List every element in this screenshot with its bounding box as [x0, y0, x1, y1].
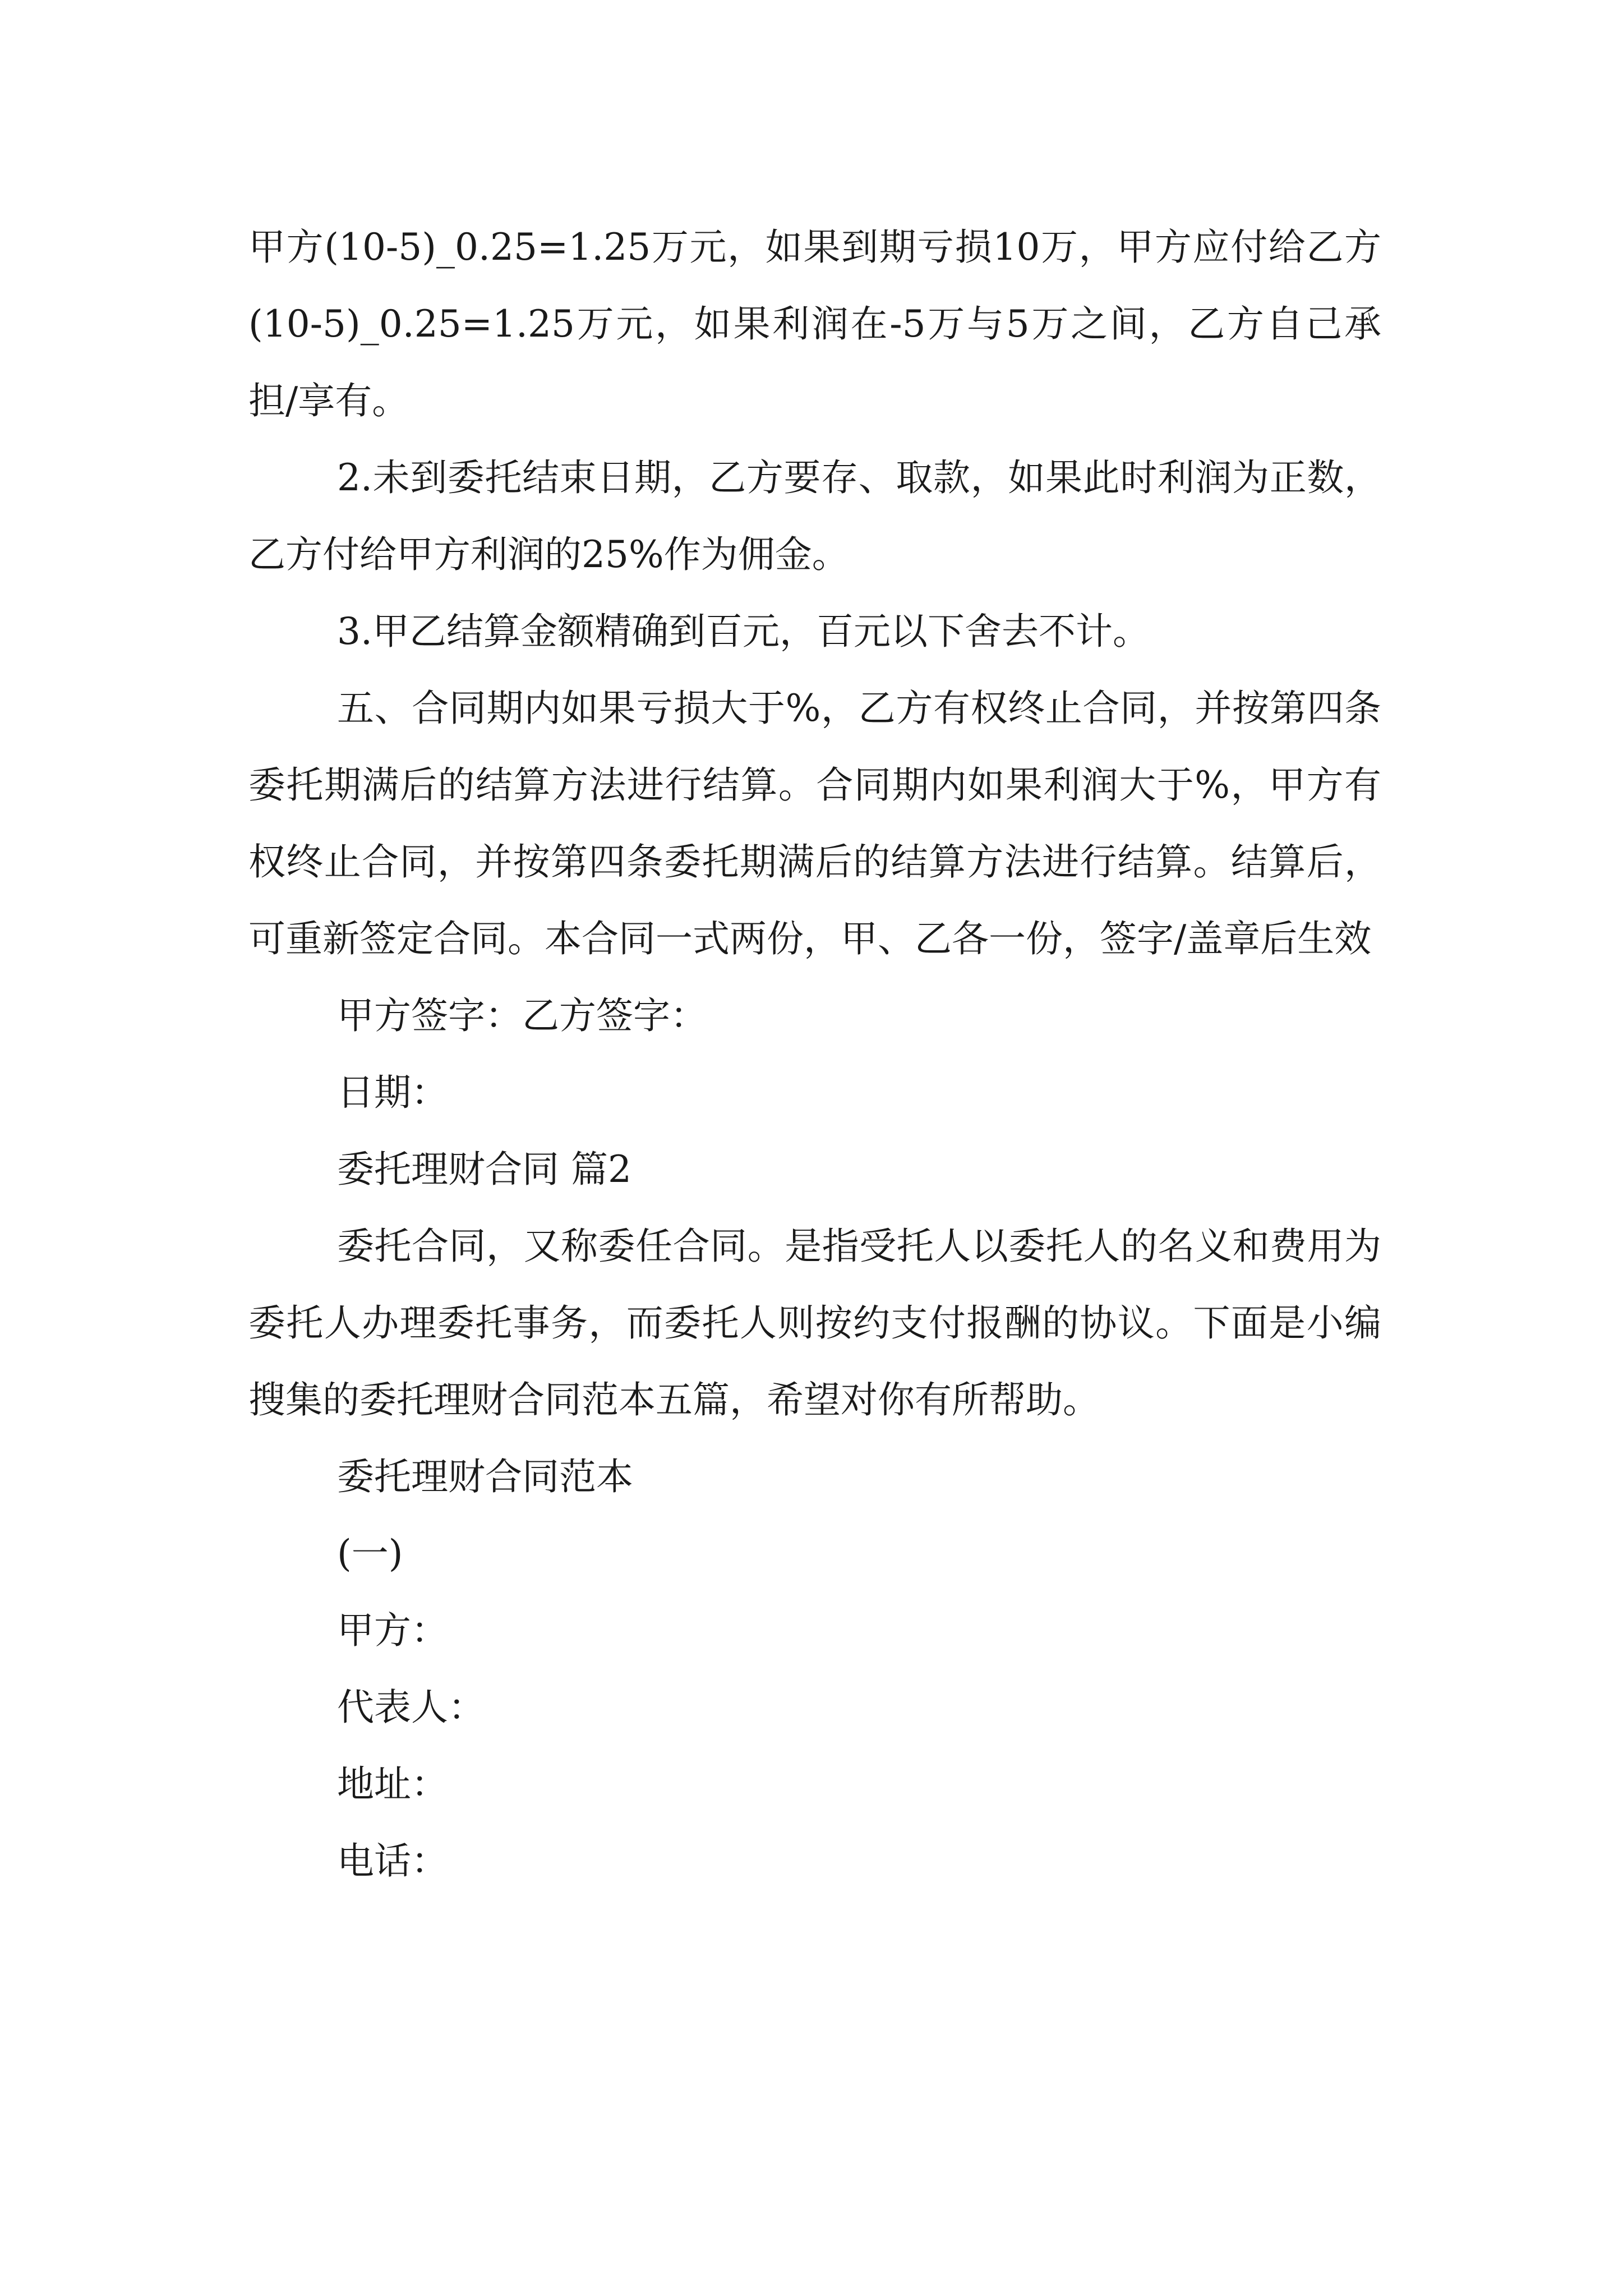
- date-line: 日期：: [337, 1071, 448, 1114]
- address-field: 地址：: [337, 1763, 448, 1806]
- template-title: 委托理财合同范本: [337, 1455, 633, 1498]
- section-heading: 委托理财合同 篇2: [337, 1148, 631, 1191]
- paragraph-clause-2: 2.未到委托结束日期，乙方要存、取款，如果此时利润为正数，乙方付给甲方利润的25%作为佣金。: [248, 456, 1381, 576]
- paragraph-article-5: 五、合同期内如果亏损大于%，乙方有权终止合同，并按第四条委托期满后的结算方法进行结算。合同期内如果利润大于%，甲方有权终止合同，并按第四条委托期满后的结算方法进行结算。结算后，可重新签定合同。本合同一式两份，甲、乙各一份，签字/盖章后生效: [248, 687, 1381, 960]
- signature-line: 甲方签字：乙方签字：: [337, 994, 707, 1037]
- document-body: [248, 209, 1381, 1899]
- paragraph-settlement-continued: 甲方(10-5)_0.25=1.25万元，如果到期亏损10万，甲方应付给乙方(10-5)_0.25=1.25万元，如果利润在-5万与5万之间，乙方自己承担/享有。: [248, 226, 1381, 422]
- phone-field: 电话：: [337, 1839, 448, 1883]
- representative-field: 代表人：: [337, 1686, 485, 1729]
- paragraph-intro: 委托合同，又称委任合同。是指受托人以委托人的名义和费用为委托人办理委托事务，而委托人则按约支付报酬的协议。下面是小编搜集的委托理财合同范本五篇，希望对你有所帮助。: [248, 1225, 1381, 1421]
- party-a-field: 甲方：: [337, 1609, 448, 1652]
- paragraph-clause-3: 3.甲乙结算金额精确到百元，百元以下舍去不计。: [337, 610, 1150, 653]
- template-number: (一): [337, 1532, 403, 1575]
